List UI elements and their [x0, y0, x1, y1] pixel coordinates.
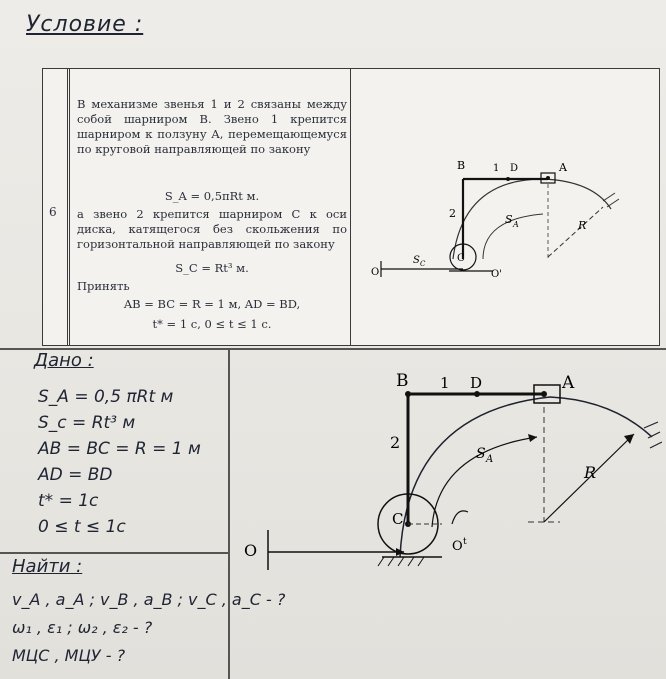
task-condition-2: t* = 1 c, 0 ≤ t ≤ 1 c. [152, 317, 272, 331]
drawn-label-SA-sub: A [486, 454, 494, 465]
find-line: МЦС , МЦУ - ? [12, 646, 126, 665]
drawn-label-R: R [584, 463, 597, 482]
given-line: S_A = 0,5 πRt м [38, 387, 174, 407]
given-title: Дано : [34, 350, 94, 371]
label-1: 1 [493, 163, 500, 174]
given-line: AD = BD [38, 465, 113, 485]
label-O-prime: O' [491, 269, 502, 280]
drawn-label-O-prime: O [452, 539, 463, 554]
drawn-label-A: A [562, 373, 575, 393]
label-B: B [457, 159, 466, 172]
task-law-c: S_C = Rt³ м. [175, 261, 249, 275]
circular-guide [453, 179, 611, 259]
label-SA: S [505, 213, 513, 226]
given-divider [0, 552, 228, 554]
label-A: A [559, 161, 567, 174]
given-line: t* = 1c [38, 491, 99, 511]
label-Sc-sub: C [420, 260, 426, 268]
given-line: 0 ≤ t ≤ 1c [38, 517, 126, 537]
label-C: C [457, 253, 465, 264]
task-number: 6 [49, 205, 57, 219]
label-D: D [510, 163, 519, 174]
drawn-label-2: 2 [390, 433, 401, 452]
drawn-label-1: 1 [440, 374, 450, 392]
label-Sc: S [413, 255, 420, 266]
task-paragraph-2: а звено 2 крепится шарниром C к оси диска, катящегося без скольжения по горизонтальной направляющей по закону [77, 207, 347, 251]
guide-arc [400, 397, 652, 557]
drawn-label-D: D [470, 374, 483, 392]
find-line: v_A , a_A ; v_B , a_B ; v_C , a_C - ? [12, 590, 286, 609]
task-law-a: S_A = 0,5πRt м. [164, 189, 260, 203]
drawn-label-C: C [392, 510, 404, 528]
page-title: Условие : [26, 12, 144, 37]
section-divider [0, 348, 666, 350]
task-paragraph-1: В механизме звенья 1 и 2 связаны между собой шарниром B. Звено 1 крепится шарниром к ползуну A, перемещающемуся по круговой направляющей по закону [77, 97, 347, 156]
find-line: ω₁ , ε₁ ; ω₂ , ε₂ - ? [12, 618, 153, 637]
drawn-label-O-sup: t [463, 537, 467, 547]
drawn-label-B: B [396, 371, 409, 391]
drawn-label-SA: S [476, 446, 486, 462]
task-card [42, 68, 660, 346]
label-SA-sub: A [513, 220, 519, 229]
task-mechanism-diagram [353, 89, 643, 319]
given-line: AB = BC = R = 1 м [38, 439, 201, 459]
find-title: Найти : [12, 556, 83, 577]
label-2: 2 [449, 207, 456, 220]
drawn-label-O: O [244, 541, 258, 560]
given-list [38, 384, 201, 540]
given-line: S_c = Rt³ м [38, 413, 136, 433]
label-R: R [578, 219, 587, 232]
hand-drawn-mechanism [232, 352, 662, 679]
task-condition-1: AB = BC = R = 1 м, AD = BD, [123, 297, 301, 311]
label-O: O [371, 267, 380, 278]
task-accept: Принять [77, 279, 130, 293]
